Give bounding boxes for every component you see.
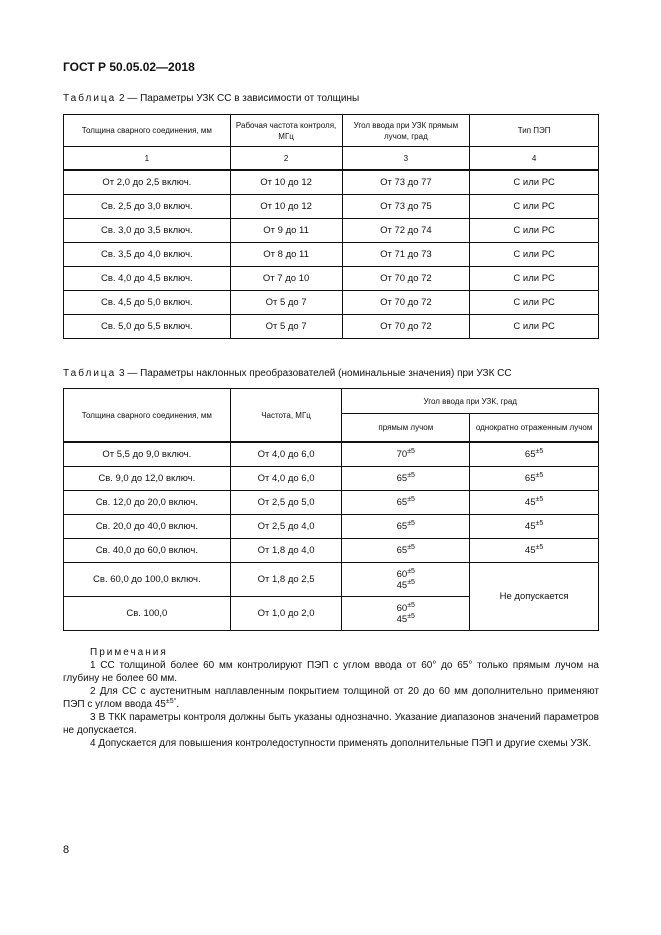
table3-caption-text: 3 — Параметры наклонных преобразователей (номинальные значения) при УЗК СС xyxy=(116,368,512,379)
table3-header-reflected: однократно отраженным лучом xyxy=(470,414,599,443)
table-cell: От 70 до 72 xyxy=(342,291,470,315)
table2-caption-text: 2 — Параметры УЗК СС в зависимости от толщины xyxy=(116,93,360,104)
angle-value: 45 xyxy=(396,579,408,591)
angle-tolerance: ±5 xyxy=(535,520,544,527)
table-cell xyxy=(342,442,470,467)
angle-tolerance: ±5 xyxy=(535,544,544,551)
table-cell: С или РС xyxy=(470,170,599,195)
table-cell: Св. 40,0 до 60,0 включ. xyxy=(64,539,231,563)
table-row xyxy=(64,243,599,267)
table2-number-cell: 1 xyxy=(64,147,231,171)
angle-tolerance: ±5 xyxy=(407,544,415,551)
table-cell: От 1,0 до 2,0 xyxy=(230,597,342,631)
angle-value: 45 xyxy=(524,545,536,556)
table-row xyxy=(64,491,599,515)
angle-tolerance: ±5 xyxy=(535,472,544,479)
table-cell: От 4,0 до 6,0 xyxy=(230,442,342,467)
angle-value: 65 xyxy=(396,545,408,556)
table3-header-direct: прямым лучом xyxy=(342,414,470,443)
table-cell xyxy=(470,539,599,563)
angle-tolerance: ±5 xyxy=(535,496,544,503)
table-cell: От 70 до 72 xyxy=(342,267,470,291)
table-cell: От 1,8 до 4,0 xyxy=(230,539,342,563)
angle-tolerance: ±5 xyxy=(407,496,415,503)
table-cell: От 7 до 10 xyxy=(230,267,342,291)
not-allowed-cell: Не допускается xyxy=(470,563,599,631)
table-cell: От 71 до 73 xyxy=(342,243,470,267)
table-cell: Св. 9,0 до 12,0 включ. xyxy=(64,467,231,491)
angle-tolerance: ±5 xyxy=(407,612,415,620)
table3-caption-label: Таблица xyxy=(63,368,117,379)
table-cell: Св. 4,0 до 4,5 включ. xyxy=(64,267,231,291)
angle-value: 65 xyxy=(524,449,536,460)
table2-header-cell: Угол ввода при УЗК прямым лучом, град xyxy=(342,115,470,147)
table-cell: С или РС xyxy=(470,267,599,291)
table3-header-thickness: Толщина сварного соединения, мм xyxy=(64,389,231,443)
angle-tolerance: ±5 xyxy=(407,567,415,575)
table-cell: От 2,0 до 2,5 включ. xyxy=(64,170,231,195)
table2-number-cell: 3 xyxy=(342,147,470,171)
table-cell: С или РС xyxy=(470,195,599,219)
table-cell: Св. 4,5 до 5,0 включ. xyxy=(64,291,231,315)
note-2 xyxy=(63,685,599,711)
table-cell: От 2,5 до 5,0 xyxy=(230,491,342,515)
table-cell: От 5 до 7 xyxy=(230,315,342,339)
table3-caption xyxy=(63,368,512,379)
table-cell: От 1,8 до 2,5 xyxy=(230,563,342,597)
angle-tolerance: ±5 xyxy=(535,448,544,455)
notes-section xyxy=(63,646,599,750)
table2-header-cell: Тип ПЭП xyxy=(470,115,599,147)
table-cell: С или РС xyxy=(470,243,599,267)
table-cell: С или РС xyxy=(470,315,599,339)
angle-value: 60 xyxy=(396,602,408,614)
table3-header-angle: Угол ввода при УЗК, град xyxy=(342,389,599,414)
table-cell: Св. 5,0 до 5,5 включ. xyxy=(64,315,231,339)
table-cell: От 10 до 12 xyxy=(230,170,342,195)
table-row xyxy=(64,467,599,491)
angle-value: 60 xyxy=(396,568,408,580)
table-cell: С или РС xyxy=(470,219,599,243)
table-row xyxy=(64,219,599,243)
table-cell xyxy=(470,515,599,539)
table-cell: От 73 до 77 xyxy=(342,170,470,195)
table-cell xyxy=(470,491,599,515)
table-cell: От 9 до 11 xyxy=(230,219,342,243)
page-number: 8 xyxy=(63,844,70,856)
table-cell xyxy=(342,563,470,597)
table-cell: От 73 до 75 xyxy=(342,195,470,219)
angle-tolerance: ±5 xyxy=(407,472,415,479)
angle-value: 70 xyxy=(396,449,408,460)
table-cell: От 10 до 12 xyxy=(230,195,342,219)
angle-tolerance: ±5 xyxy=(407,578,415,586)
angle-tolerance: ±5 xyxy=(407,448,415,455)
angle-line xyxy=(346,580,465,591)
note-2-end: . xyxy=(176,699,180,710)
angle-value: 65 xyxy=(396,473,408,484)
table-cell: От 70 до 72 xyxy=(342,315,470,339)
table3-header-frequency: Частота, МГц xyxy=(230,389,342,443)
table-row xyxy=(64,563,599,597)
angle-line xyxy=(346,603,465,614)
angle-tolerance: ±5 xyxy=(407,520,415,527)
table2-header-cell: Рабочая частота контроля, МГц xyxy=(230,115,342,147)
table-row xyxy=(64,267,599,291)
note-3: 3 В ТКК параметры контроля должны быть указаны однозначно. Указание диапазонов значений параметров не допускается. xyxy=(63,712,599,736)
angle-value: 45 xyxy=(396,613,408,625)
table-cell: От 4,0 до 6,0 xyxy=(230,467,342,491)
table-row xyxy=(64,291,599,315)
table-row xyxy=(64,515,599,539)
table2 xyxy=(63,114,599,339)
table-row xyxy=(64,539,599,563)
table-cell: От 8 до 11 xyxy=(230,243,342,267)
table-cell xyxy=(470,467,599,491)
table-cell: Св. 20,0 до 40,0 включ. xyxy=(64,515,231,539)
table3 xyxy=(63,388,599,631)
table-cell: От 5,5 до 9,0 включ. xyxy=(64,442,231,467)
table-cell: Св. 60,0 до 100,0 включ. xyxy=(64,563,231,597)
table-cell xyxy=(342,515,470,539)
note-1: 1 СС толщиной более 60 мм контролируют ПЭП с углом ввода от 60° до 65° только прямым лучом на глубину не более 60 мм. xyxy=(63,660,599,684)
angle-line xyxy=(346,614,465,625)
table-cell xyxy=(470,442,599,467)
table-cell xyxy=(342,491,470,515)
table-cell: Св. 2,5 до 3,0 включ. xyxy=(64,195,231,219)
table2-caption xyxy=(63,93,359,104)
table-row xyxy=(64,442,599,467)
note-2-text: 2 Для СС с аустенитным наплавленным покрытием толщиной от 20 до 60 мм дополнительно применяют ПЭП с углом ввода 45 xyxy=(63,686,599,710)
table-cell xyxy=(342,467,470,491)
table-row xyxy=(64,315,599,339)
note-2-tolerance: ±5° xyxy=(165,698,177,705)
table-cell: От 2,5 до 4,0 xyxy=(230,515,342,539)
notes-title: Примечания xyxy=(90,647,168,658)
table-cell xyxy=(342,597,470,631)
angle-value: 45 xyxy=(524,497,536,508)
table2-caption-label: Таблица xyxy=(63,93,117,104)
angle-value: 65 xyxy=(524,473,536,484)
table2-number-row xyxy=(64,147,599,171)
angle-tolerance: ±5 xyxy=(407,601,415,609)
table-cell: Св. 12,0 до 20,0 включ. xyxy=(64,491,231,515)
table2-number-cell: 2 xyxy=(230,147,342,171)
table-cell: Св. 100,0 xyxy=(64,597,231,631)
table-row xyxy=(64,170,599,195)
angle-value: 65 xyxy=(396,521,408,532)
table2-header-cell: Толщина сварного соединения, мм xyxy=(64,115,231,147)
angle-value: 45 xyxy=(524,521,536,532)
angle-line xyxy=(346,569,465,580)
table3-header-row xyxy=(64,389,599,414)
document-header: ГОСТ Р 50.05.02—2018 xyxy=(63,60,195,74)
table2-number-cell: 4 xyxy=(470,147,599,171)
note-4: 4 Допускается для повышения контроледоступности применять дополнительные ПЭП и другие схемы УЗК. xyxy=(90,738,592,749)
table-cell: С или РС xyxy=(470,291,599,315)
table2-header-row xyxy=(64,115,599,147)
table-cell: Св. 3,5 до 4,0 включ. xyxy=(64,243,231,267)
table-cell xyxy=(342,539,470,563)
angle-value: 65 xyxy=(396,497,408,508)
table-row xyxy=(64,195,599,219)
table-cell: От 5 до 7 xyxy=(230,291,342,315)
table-cell: Св. 3,0 до 3,5 включ. xyxy=(64,219,231,243)
table-cell: От 72 до 74 xyxy=(342,219,470,243)
